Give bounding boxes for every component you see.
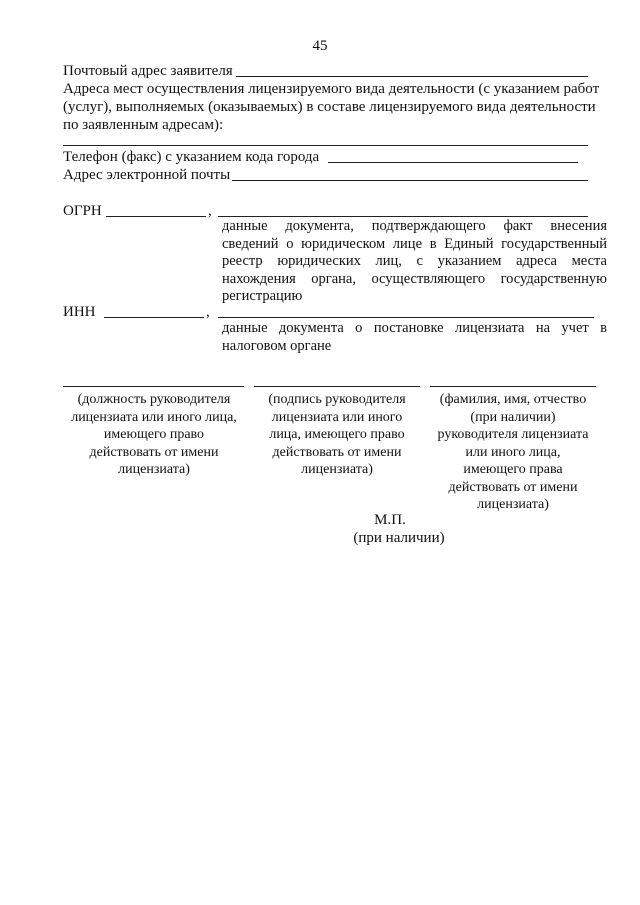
ogrn-note: данные документа, подтверждающего факт внесения сведений о юридическом лице в Единый государственный реестр юридических лиц, с указанием адреса места нахождения органа, осуществляющего государственную регистрацию [222, 218, 607, 304]
email-field[interactable] [232, 180, 588, 181]
activity-addresses-line-3: по заявленным адресам): [63, 117, 224, 133]
signature-caption-line: (подпись руководителя [268, 392, 406, 407]
activity-addresses-line-1: Адреса мест осуществления лицензируемого вида деятельности (с указанием работ [63, 81, 600, 97]
position-caption-line: лицензиата) [118, 462, 190, 477]
name-caption-line: (фамилия, имя, отчество [439, 392, 587, 407]
position-signature-line[interactable] [63, 386, 244, 387]
name-signature-line[interactable] [430, 386, 596, 387]
stamp-label: М.П. [374, 512, 406, 528]
position-caption [60, 391, 248, 479]
email-label: Адрес электронной почты [63, 167, 231, 183]
signature-caption-line: лицензиата или иного [271, 409, 403, 425]
name-caption-line: имеющего права [463, 462, 563, 477]
name-caption-line: (при наличии) [470, 409, 556, 425]
phone-label: Телефон (факс) с указанием кода города [63, 149, 320, 165]
postal-address-field[interactable] [236, 76, 588, 77]
name-caption [426, 391, 600, 514]
postal-address-label: Почтовый адрес заявителя [63, 63, 233, 79]
activity-addresses-line-2: (услуг), выполняемых (оказываемых) в составе лицензируемого вида деятельности [63, 99, 596, 115]
stamp-note: (при наличии) [353, 530, 445, 546]
inn-label: ИНН [63, 304, 96, 320]
name-caption-line: или иного лица, [465, 444, 561, 460]
position-caption-line: (должность руководителя [77, 392, 231, 407]
position-caption-line: действовать от имени [89, 444, 219, 460]
inn-note: данные документа о постановке лицензиата на учет в налоговом органе [222, 320, 607, 354]
signature-caption [250, 391, 424, 479]
ogrn-comma: , [208, 203, 212, 219]
inn-document-field[interactable] [218, 317, 594, 318]
signature-caption-line: действовать от имени [272, 444, 402, 460]
signature-caption-line: лицензиата) [301, 462, 373, 477]
page-number: 45 [312, 38, 328, 54]
position-caption-line: лицензиата или иного лица, [71, 409, 237, 425]
signature-line[interactable] [254, 386, 420, 387]
name-caption-line: лицензиата) [477, 497, 549, 512]
ogrn-document-field[interactable] [218, 216, 588, 217]
ogrn-label: ОГРН [63, 203, 102, 219]
inn-comma: , [206, 304, 210, 320]
name-caption-line: руководителя лицензиата [437, 427, 589, 442]
inn-number-field[interactable] [104, 317, 204, 318]
phone-field[interactable] [328, 162, 578, 163]
ogrn-number-field[interactable] [106, 216, 206, 217]
name-caption-line: действовать от имени [448, 479, 578, 495]
signature-caption-line: лица, имеющего право [269, 427, 405, 442]
position-caption-line: имеющего право [103, 427, 205, 442]
activity-addresses-field[interactable] [63, 145, 588, 146]
